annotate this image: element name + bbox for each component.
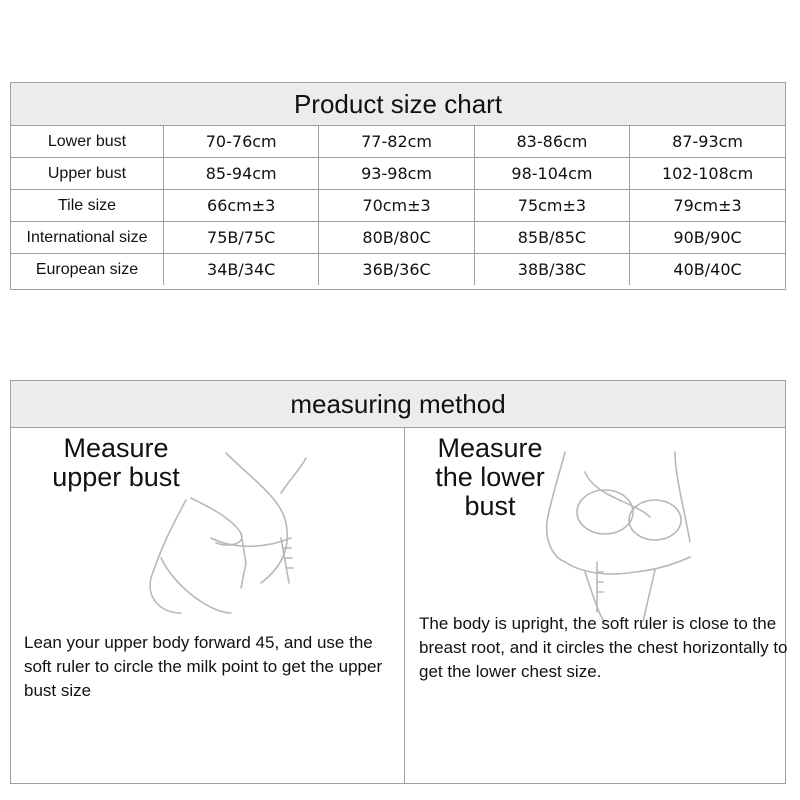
table-cell: 75cm±3 bbox=[474, 190, 629, 222]
table-cell: 38B/38C bbox=[474, 254, 629, 286]
lower-bust-section bbox=[405, 428, 788, 783]
row-label: European size bbox=[11, 254, 164, 286]
heading-line: bust bbox=[464, 491, 516, 521]
table-cell: 79cm±3 bbox=[630, 190, 785, 222]
measuring-method-title: measuring method bbox=[11, 381, 785, 428]
table-row-lower-bust bbox=[11, 126, 785, 158]
table-cell: 90B/90C bbox=[630, 222, 785, 254]
table-cell: 83-86cm bbox=[474, 126, 629, 158]
table-cell: 70-76cm bbox=[164, 126, 319, 158]
row-label: Upper bust bbox=[11, 158, 164, 190]
table-row-tile-size bbox=[11, 190, 785, 222]
upper-bust-heading bbox=[21, 434, 211, 492]
heading-line: Measure bbox=[437, 433, 543, 463]
table-row-european-size bbox=[11, 254, 785, 286]
table-cell: 85B/85C bbox=[474, 222, 629, 254]
measuring-method-panel bbox=[10, 380, 786, 784]
lower-bust-heading bbox=[415, 434, 565, 521]
table-cell: 70cm±3 bbox=[319, 190, 474, 222]
table-row-upper-bust bbox=[11, 158, 785, 190]
upper-bust-description: Lean your upper body forward 45, and use the soft ruler to circle the milk point to get the upper bust size bbox=[24, 633, 383, 700]
row-label: Lower bust bbox=[11, 126, 164, 158]
table-cell: 93-98cm bbox=[319, 158, 474, 190]
size-chart-table bbox=[11, 126, 785, 285]
table-row-international-size bbox=[11, 222, 785, 254]
table-cell: 102-108cm bbox=[630, 158, 785, 190]
table-cell: 34B/34C bbox=[164, 254, 319, 286]
heading-line: the lower bbox=[435, 462, 545, 492]
size-chart-panel bbox=[10, 82, 786, 290]
lower-bust-description: The body is upright, the soft ruler is close to the breast root, and it circles the chest horizontally to get the lower chest size. bbox=[419, 614, 788, 681]
heading-line: Measure bbox=[63, 433, 169, 463]
size-chart-title: Product size chart bbox=[11, 83, 785, 126]
table-cell: 80B/80C bbox=[319, 222, 474, 254]
row-label: Tile size bbox=[11, 190, 164, 222]
table-cell: 98-104cm bbox=[474, 158, 629, 190]
table-cell: 40B/40C bbox=[673, 260, 742, 279]
heading-line: upper bust bbox=[52, 462, 180, 492]
upper-bust-section bbox=[11, 428, 405, 783]
table-cell: 87-93cm bbox=[630, 126, 785, 158]
table-cell: 66cm±3 bbox=[164, 190, 319, 222]
table-cell: 36B/36C bbox=[319, 254, 474, 286]
table-cell: 77-82cm bbox=[319, 126, 474, 158]
row-label: International size bbox=[11, 222, 164, 254]
table-cell: 85-94cm bbox=[164, 158, 319, 190]
table-cell: 75B/75C bbox=[164, 222, 319, 254]
